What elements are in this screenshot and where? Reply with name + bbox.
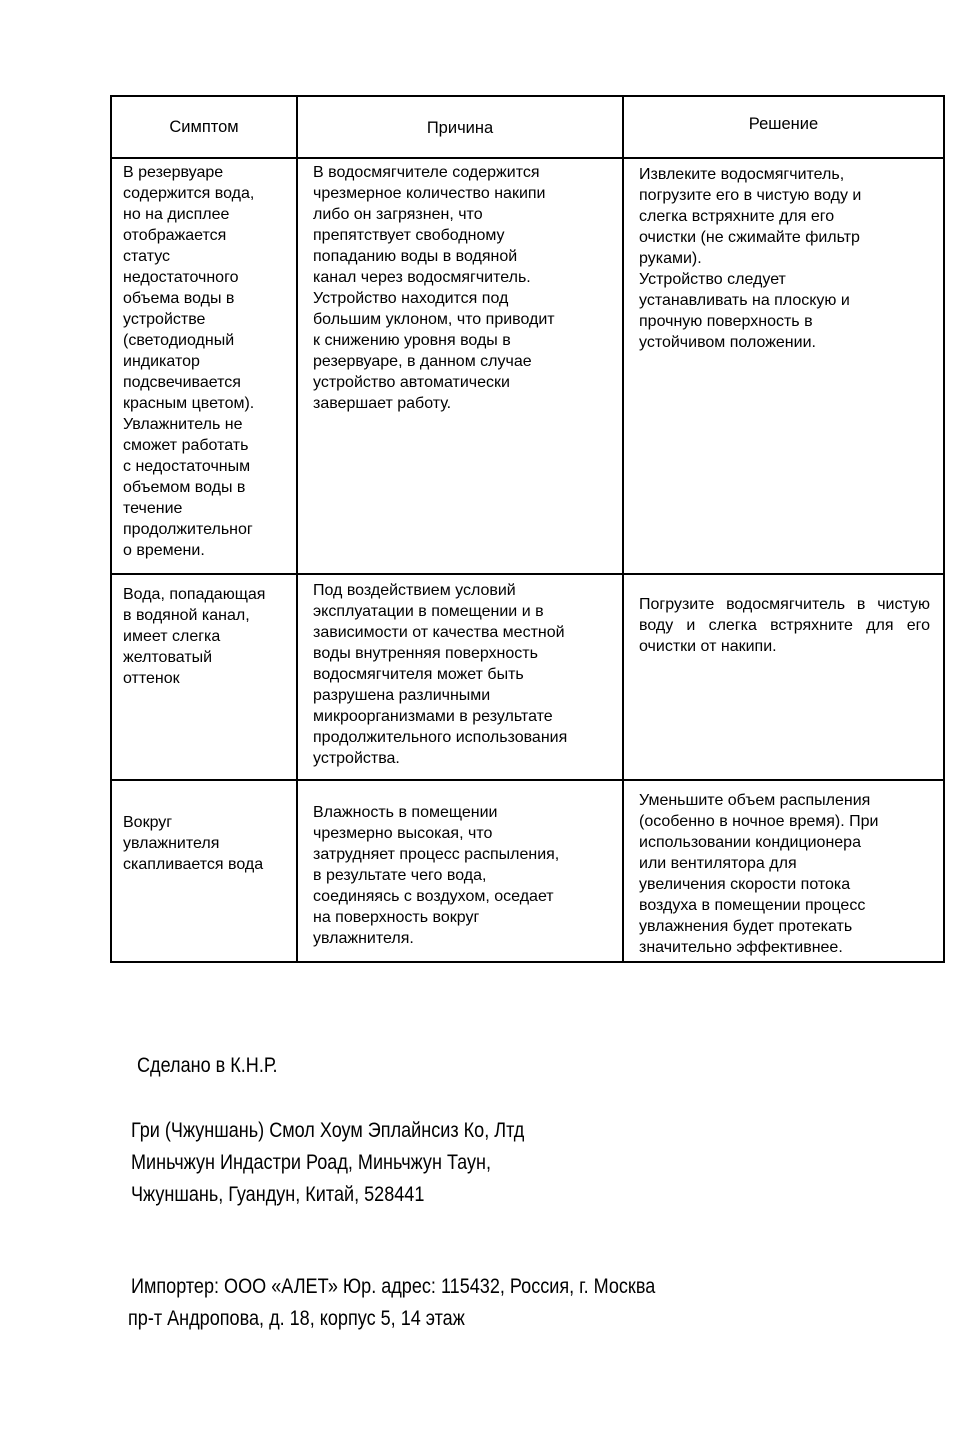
manufacturer-line: Миньчжун Индастри Роад, Миньчжун Таун,	[131, 1151, 492, 1174]
cause-cell	[297, 780, 623, 962]
symptom-text: Вода, попадающая в водяной канал, имеет слегка желтоватый оттенок	[123, 586, 266, 687]
solution-text: Извлеките водосмягчитель, погрузите его в чистую воду и слегка встряхните для его очистки (не сжимайте фильтр руками). Устройство следует устанавливать на плоскую и прочную поверхность в устойчивом положении.	[639, 166, 862, 351]
solution-cell	[623, 158, 944, 574]
troubleshooting-table	[110, 95, 945, 963]
solution-text: Уменьшите объем распыления (особенно в ночное время). При использовании кондиционера или вентилятора для увеличения скорости потока воздуха в помещении процесс увлажнения будет протекать значительно эффективнее.	[639, 792, 879, 956]
table-row	[111, 158, 944, 574]
header-solution: Решение	[623, 96, 944, 158]
solution-cell	[623, 574, 944, 780]
solution-text: Погрузите водосмягчитель в чистую воду и слегка встряхните для его очистки от накипи.	[639, 596, 930, 655]
header-cause: Причина	[297, 96, 623, 158]
cause-text: Под воздействием условий эксплуатации в помещении и в зависимости от качества местной воды внутренняя поверхность водосмягчителя может быть разрушена различными микроорганизмами в результате продолжительного использования устройства.	[313, 582, 568, 767]
table-header-row	[111, 96, 944, 158]
table-row	[111, 574, 944, 780]
manufacturer-line: Чжуншань, Гуандун, Китай, 528441	[131, 1183, 425, 1206]
symptom-cell	[111, 574, 297, 780]
table-row	[111, 780, 944, 962]
cause-text: В водосмягчителе содержится чрезмерное количество накипи либо он загрязнен, что препятствует свободному попаданию воды в водяной канал через водосмягчитель. Устройство находится под большим уклоном, что приводит к снижению уровня воды в резервуаре, в данном случае устройство автоматически завершает работу.	[313, 164, 555, 412]
symptom-text: Вокруг увлажнителя скапливается вода	[123, 814, 264, 873]
made-in-line: Сделано в К.Н.Р.	[137, 1054, 278, 1077]
solution-cell	[623, 780, 944, 962]
cause-text: Влажность в помещении чрезмерно высокая, что затрудняет процесс распыления, в результате чего вода, соединяясь с воздухом, оседает на поверхность вокруг увлажнителя.	[313, 804, 560, 947]
symptom-cell	[111, 780, 297, 962]
cause-cell	[297, 574, 623, 780]
importer-line: Импортер: ООО «АЛЕТ» Юр. адрес: 115432, Россия, г. Москва	[131, 1275, 656, 1298]
cause-cell	[297, 158, 623, 574]
manufacturer-line: Гри (Чжуншань) Смол Хоум Эплайнсиз Ко, Лтд	[131, 1119, 525, 1142]
importer-line: пр-т Андропова, д. 18, корпус 5, 14 этаж	[128, 1307, 465, 1330]
header-symptom: Симптом	[111, 96, 297, 158]
symptom-text: В резервуаре содержится вода, но на дисплее отображается статус недостаточного объема воды в устройстве (светодиодный индикатор подсвечивается красным цветом). Увлажнитель не сможет работать с недостаточным объемом воды в течение продолжительног о времени.	[123, 164, 255, 559]
symptom-cell	[111, 158, 297, 574]
